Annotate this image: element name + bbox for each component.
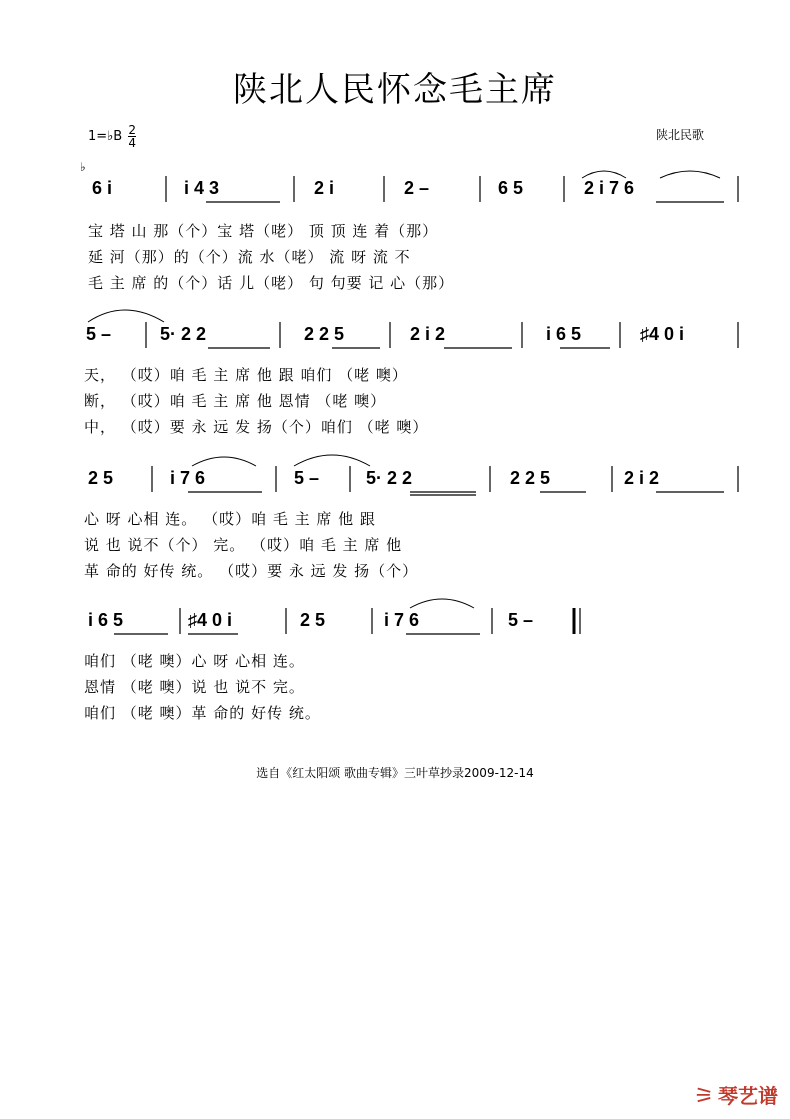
- measure-4-3: 2 5: [300, 610, 326, 630]
- lyric-row-1-verse-2: 延 河（那）的（个）流 水（咾） 流 呀 流 不: [88, 248, 411, 266]
- lyric-row-4-verse-1: 咱们 （咾 噢）心 呀 心相 连。: [84, 652, 305, 670]
- lyric-row-3-verse-2: 说 也 说不（个） 完。 （哎）咱 毛 主 席 他: [84, 536, 403, 554]
- measure-4-4: i 7 6: [384, 610, 420, 630]
- measure-2-4: 2 i 2: [410, 324, 446, 344]
- time-bottom: 4: [128, 136, 136, 150]
- measure-1-4: 2 –: [404, 178, 430, 198]
- measure-1-2: i 4 3: [184, 178, 220, 198]
- measure-3-6: 2 i 2: [624, 468, 660, 488]
- measure-2-3: 2 2 5: [304, 324, 345, 344]
- measure-1-3: 2 i: [314, 178, 335, 198]
- footer-credit: 选自《红太阳颂 歌曲专辑》三叶草抄录2009-12-14: [256, 766, 534, 780]
- measure-2-5: i 6 5: [546, 324, 582, 344]
- staff-row-1: [84, 172, 744, 206]
- lyric-row-4-verse-3: 咱们 （咾 噢）革 命的 好传 统。: [84, 704, 321, 722]
- lyric-row-2-verse-3: 中， （哎）要 永 远 发 扬（个）咱们 （咾 噢）: [84, 418, 429, 436]
- staff-row-3: [84, 462, 744, 496]
- lyric-row-1-verse-1: 宝 塔 山 那（个）宝 塔（咾） 顶 顶 连 着（那）: [88, 222, 439, 240]
- site-logo: [694, 1080, 778, 1109]
- lyric-row-3-verse-1: 心 呀 心相 连。 （哎）咱 毛 主 席 他 跟: [84, 510, 376, 528]
- time-signature: [128, 124, 136, 149]
- logo-text: 琴艺谱: [718, 1084, 778, 1108]
- measure-2-1: 5 –: [86, 324, 112, 344]
- measure-1-1: 6 i: [92, 178, 113, 198]
- lyric-row-3-verse-3: 革 命的 好传 统。 （哎）要 永 远 发 扬（个）: [84, 562, 419, 580]
- song-source: 陕北民歌: [655, 128, 704, 142]
- time-top: 2: [128, 123, 136, 137]
- measure-2-2: 5· 2 2: [160, 324, 207, 344]
- measure-2-6: ♯4 0 i: [640, 324, 685, 344]
- measure-3-4: 5· 2 2: [366, 468, 413, 488]
- measure-3-3: 5 –: [294, 468, 320, 488]
- lyric-row-4-verse-2: 恩情 （咾 噢）说 也 说不 完。: [84, 678, 305, 696]
- lyric-row-2-verse-1: 天， （哎）咱 毛 主 席 他 跟 咱们 （咾 噢）: [84, 366, 408, 384]
- key-signature: [88, 124, 136, 149]
- lyric-row-2-verse-2: 断， （哎）咱 毛 主 席 他 恩情 （咾 噢）: [84, 392, 387, 410]
- flat-mark: ♭: [80, 160, 86, 174]
- measure-4-2: ♯4 0 i: [188, 610, 233, 630]
- key-label: 1=♭B: [88, 129, 123, 144]
- measure-3-2: i 7 6: [170, 468, 206, 488]
- measure-3-5: 2 2 5: [510, 468, 551, 488]
- measure-4-5: 5 –: [508, 610, 534, 630]
- measure-4-1: i 6 5: [88, 610, 124, 630]
- measure-1-6: 2 i 7 6: [584, 178, 635, 198]
- page-title: 陕北人民怀念毛主席: [233, 70, 557, 110]
- measure-3-1: 2 5: [88, 468, 114, 488]
- staff-row-4: [84, 604, 744, 638]
- measure-1-5: 6 5: [498, 178, 524, 198]
- lyric-row-1-verse-3: 毛 主 席 的（个）话 儿（咾） 句 句要 记 心（那）: [88, 274, 455, 292]
- logo-icon: ⚞: [694, 1084, 714, 1109]
- staff-row-2: [84, 318, 744, 352]
